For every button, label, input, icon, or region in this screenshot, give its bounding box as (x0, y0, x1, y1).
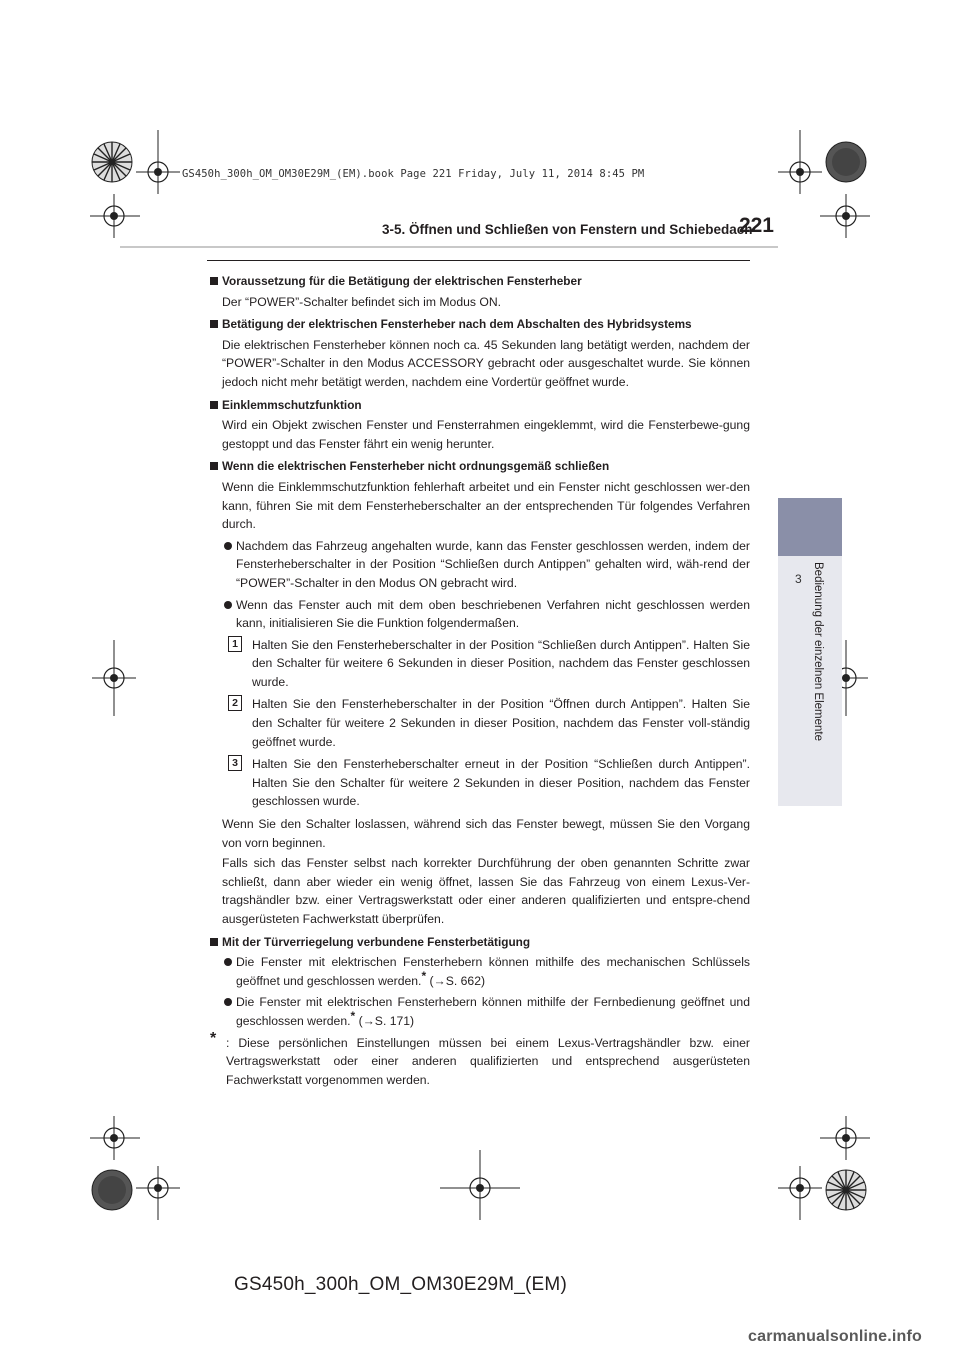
footnote (210, 1029, 750, 1090)
footnote-marker: * (350, 1008, 356, 1023)
step-item (210, 636, 750, 692)
footnote-text: : Diese persönlichen Einstellungen müssen bei einem Lexus-Vertragshändler bzw. einer Vertragswerkstatt oder einer anderen qualifizierten und entsprechend ausgerüsteten Fachwerkstatt vorgenommen werden. (226, 1035, 750, 1087)
section-text: Falls sich das Fenster selbst nach korrekter Durchführung der oben genannten Schritte zwar schließt, dann aber wieder ein wenig öffnet, lassen Sie das Fahrzeug von einem Lexus-Ver-tragshändler bzw. einer Vertragswerkstatt oder einer anderen qualifizierten und entspre-chend ausgerüsteten Fachwerkstatt überprüfen. (222, 856, 750, 926)
step-number-box: 1 (228, 636, 242, 652)
section-heading: Wenn die elektrischen Fensterheber nicht ordnungsgemäß schließen (210, 457, 750, 476)
bullet-item (210, 596, 750, 633)
bullet-item (210, 537, 750, 593)
section-text: Wenn die Einklemmschutzfunktion fehlerhaft arbeitet und ein Fenster nicht geschlossen wer-den kann, führen Sie mit dem Fensterheberschalter an der entsprechenden Tür folgendes Verfahren durch. (222, 479, 750, 532)
step-number-box: 2 (228, 695, 242, 711)
footnote-star: * (210, 1029, 217, 1047)
step-text: Halten Sie den Fensterheberschalter in der Position “Schließen durch Antippen”. Halten Sie den Schalter für weitere 6 Sekunden in dieser Position, nachdem das Fenster geschlossen wurde. (252, 637, 750, 689)
section-text: Die elektrischen Fensterheber können noch ca. 45 Sekunden lang betätigt werden, nachdem der “POWER”-Schalter in den Modus ACCESSORY gebracht oder ausgeschaltet wurde. Sie können jedoch nicht mehr betätigt werden, nachdem eine Vordertür geöffnet wurde. (222, 337, 750, 389)
page-reference: (→S. 171) (358, 1013, 415, 1028)
bullet-text: Wenn das Fenster auch mit dem oben beschriebenen Verfahren nicht geschlossen werden kann, initialisieren Sie die Funktion folgendermaßen. (236, 597, 750, 631)
watermark-text: carmanualsonline.info (748, 1328, 923, 1345)
step-item (210, 755, 750, 811)
step-item (210, 695, 750, 751)
step-text: Halten Sie den Fensterheberschalter erneut in der Position “Schließen durch Antippen”. Halten Sie den Schalter für weitere 2 Sekunden in dieser Position, nachdem das Fenster geschlossen wurde. (252, 757, 750, 809)
bullet-text: Die Fenster mit elektrischen Fensterhebern können mithilfe der Fernbedienung geöffnet und geschlossen werden. (236, 995, 750, 1028)
header-rule (120, 246, 778, 248)
step-number-box: 3 (228, 755, 242, 771)
bullet-dot-icon (224, 601, 232, 609)
bullet-dot-icon (224, 958, 232, 966)
bullet-dot-icon (224, 542, 232, 550)
book-info-line: GS450h_300h_OM_OM30E29M_(EM).book Page 221 Friday, July 11, 2014 8:45 PM (182, 168, 645, 180)
page-content (210, 268, 750, 1089)
section-heading: Mit der Türverriegelung verbundene Fensterbetätigung (210, 933, 750, 952)
bullet-text: Die Fenster mit elektrischen Fensterhebern können mithilfe des mechanischen Schlüssels geöffnet und geschlossen werden. (236, 955, 750, 988)
page-number: 221 (738, 214, 774, 237)
page-reference: (→S. 662) (429, 973, 486, 988)
content-top-rule (207, 260, 750, 261)
footer-document-code: GS450h_300h_OM_OM30E29M_(EM) (234, 1274, 567, 1295)
chapter-label: Bedienung der einzelnen Elemente (812, 562, 824, 742)
section-heading: Einklemmschutzfunktion (210, 396, 750, 415)
section-heading: Voraussetzung für die Betätigung der elektrischen Fensterheber (210, 272, 750, 291)
chapter-side-bar (778, 556, 842, 806)
chapter-tab (778, 498, 842, 556)
section-header-title: 3-5. Öffnen und Schließen von Fenstern und Schiebedach (382, 222, 753, 237)
section-text: Wird ein Objekt zwischen Fenster und Fensterrahmen eingeklemmt, wird die Fensterbewe-gung gestoppt und das Fenster fährt ein wenig herunter. (222, 418, 750, 451)
section-text: Der “POWER”-Schalter befindet sich im Modus ON. (222, 294, 502, 309)
section-heading: Betätigung der elektrischen Fensterheber nach dem Abschalten des Hybridsystems (210, 315, 750, 334)
footnote-marker: * (421, 968, 427, 983)
bullet-item (210, 993, 750, 1030)
bullet-dot-icon (224, 998, 232, 1006)
step-text: Halten Sie den Fensterheberschalter in der Position “Öffnen durch Antippen”. Halten Sie den Schalter für weitere 2 Sekunden in dieser Position, nachdem das Fenster voll-ständig geöffnet wurde. (252, 697, 750, 749)
chapter-number: 3 (795, 572, 802, 586)
bullet-item (210, 953, 750, 990)
section-text: Wenn Sie den Schalter loslassen, während sich das Fenster bewegt, müssen Sie den Vorgang von vorn beginnen. (222, 817, 750, 850)
bullet-text: Nachdem das Fahrzeug angehalten wurde, kann das Fenster geschlossen werden, indem der Fensterheberschalter in der Position “Schließen durch Antippen” gehalten wird, wäh-rend der “POWER”-Schalter in den Modus ON gebracht wird. (236, 538, 750, 590)
